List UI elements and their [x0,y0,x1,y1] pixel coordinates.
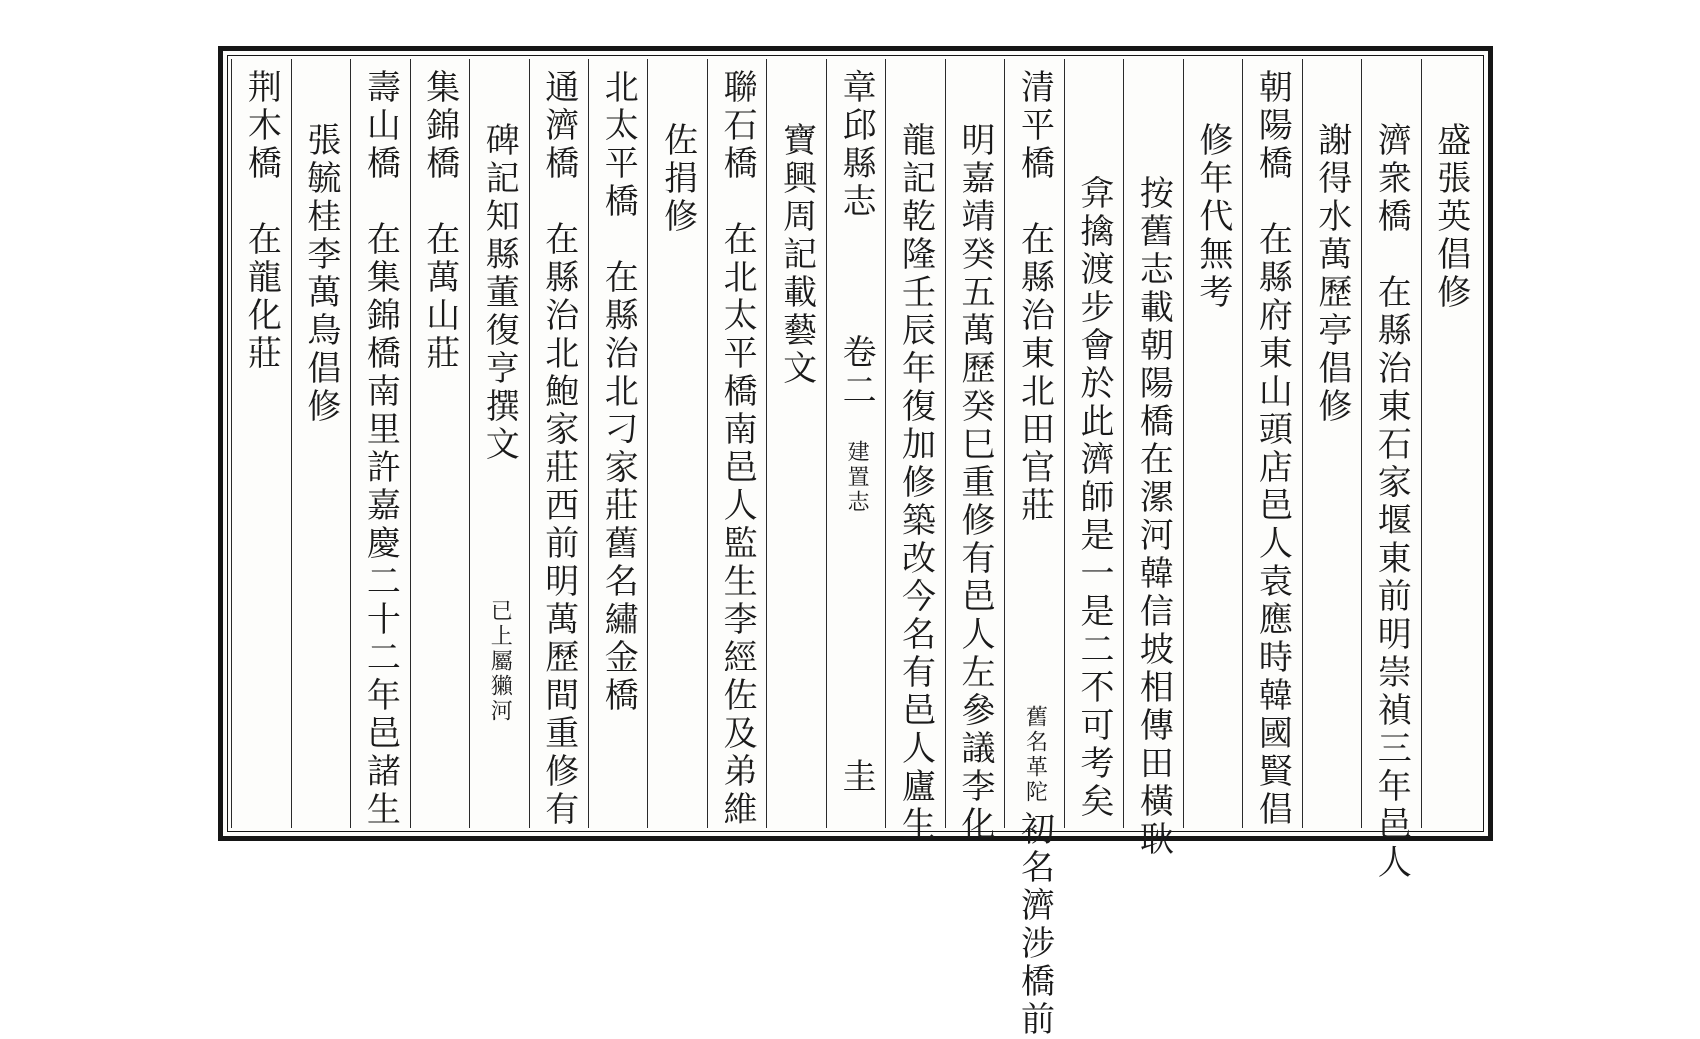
column-text: 明嘉靖癸五萬歷癸巳重修有邑人左參議李化 [955,122,996,844]
text-column [410,59,469,828]
column-text: 碑記知縣董復亨撰文 [479,122,520,464]
column-text: 盛張英倡修 [1430,122,1471,312]
margin-header-text: 圭 [836,758,877,796]
text-column [1242,59,1301,828]
text-column [231,59,290,828]
column-text: 按舊志載朝陽橋在漯河韓信坡相傳田橫耿 [1133,175,1174,859]
text-column [529,59,588,828]
text-column [1123,59,1182,859]
column-text: 聯石橋 在北太平橋南邑人監生李經佐及弟維 [717,69,758,829]
text-column [469,59,528,828]
text-column [1064,59,1123,828]
text-column [1421,59,1480,828]
margin-header-text: 章邱縣志 [836,69,877,221]
text-column [291,59,350,828]
column-text: 佐捐修 [657,122,698,236]
column-text: 寶興周記載藝文 [776,122,817,388]
margin-header-text: 卷二 [836,334,877,410]
column-text: 北太平橋 在縣治北刁家莊舊名繡金橋 [598,69,639,715]
column-text: 謝得水萬歷亭倡修 [1311,122,1352,426]
column-text: 初名濟涉橋前 [1014,811,1055,1039]
text-column [1004,59,1063,1039]
column-text: 集錦橋 在萬山莊 [419,69,460,373]
text-column [1361,59,1420,882]
column-text: 修年代無考 [1192,122,1233,312]
text-column [1183,59,1242,828]
column-text: 通濟橋 在縣治北鮑家莊西前明萬歷間重修有 [538,69,579,829]
column-text: 弇擒渡步會於此濟師是一是二不可考矣 [1073,175,1114,821]
text-column [1302,59,1361,828]
column-text: 清平橋 在縣治東北田官莊 [1014,69,1055,525]
text-column [588,59,647,828]
page-frame [218,46,1493,1039]
text-column [885,59,944,844]
annotation-text: 已上屬獺河 [487,599,513,724]
column-text: 張毓桂李萬鳥倡修 [300,122,341,426]
column-text: 龍記乾隆壬辰年復加修築改今名有邑人廬生 [895,122,936,844]
column-text: 壽山橋 在集錦橋南里許嘉慶二十二年邑諸生 [360,69,401,829]
margin-header-column [826,59,885,828]
text-column [945,59,1004,844]
text-columns [231,59,1480,1039]
text-column [766,59,825,828]
column-text: 濟衆橋 在縣治東石家堰東前明崇禎三年邑人 [1371,122,1412,882]
text-column [350,59,409,828]
column-text: 朝陽橋 在縣府東山頭店邑人袁應時韓國賢倡 [1252,69,1293,829]
margin-header-text: 建置志 [844,440,870,515]
annotation-text: 舊名革陀 [1022,705,1048,805]
column-text: 荆木橋 在龍化莊 [241,69,282,373]
text-column [707,59,766,828]
text-column [647,59,706,828]
